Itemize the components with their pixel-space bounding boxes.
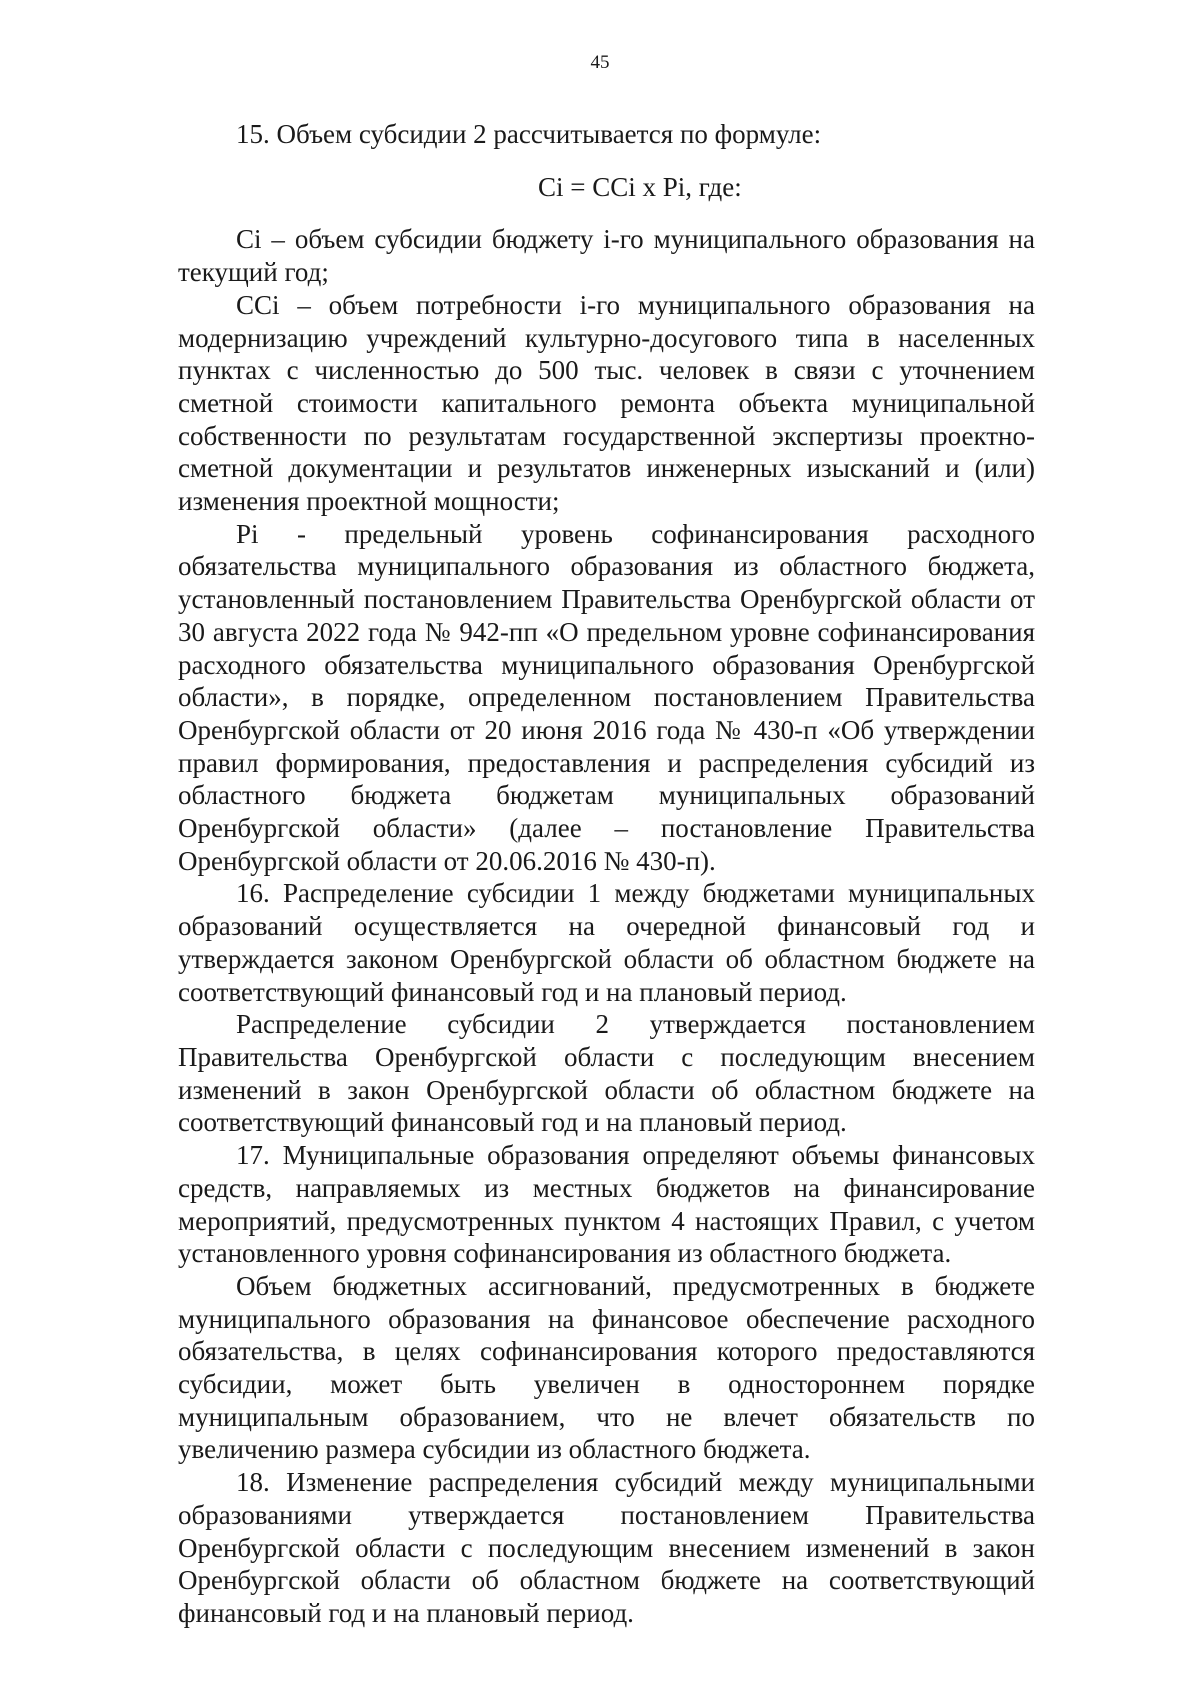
paragraph-16: 16. Распределение субсидии 1 между бюджетами муниципальных образований осуществляется на очередной финансовый год и утверждается законом Оренбургской области об областном бюджете на соответствующий финансовый год и на плановый период. (178, 878, 1035, 1007)
paragraph-pi-definition: Pi - предельный уровень софинансирования расходного обязательства муниципального образования из областного бюджета, установленный постановлением Правительства Оренбургской области от 30 августа 2022 года № 942-пп «О предельном уровне софинансирования расходного обязательства муниципального образования Оренбургской области», в порядке, определенном постановлением Правительства Оренбургской области от 20 июня 2016 года № 430-п «Об утверждении правил формирования, предоставления и распределения субсидий из областного бюджета бюджетам муниципальных образований Оренбургской области» (далее – постановление Правительства Оренбургской области от 20.06.2016 № 430-п). (178, 518, 1035, 876)
paragraph-15-heading: 15. Объем субсидии 2 рассчитывается по формуле: (236, 119, 822, 149)
page-number: 45 (590, 52, 610, 73)
paragraph-17-budget-allocations: Объем бюджетных ассигнований, предусмотренных в бюджете муниципального образования на финансовое обеспечение расходного обязательства, в целях софинансирования которого предоставляются субсидии, может быть увеличен в одностороннем порядке муниципальным образованием, что не влечет обязательств по увеличению размера субсидии из областного бюджета. (178, 1270, 1035, 1465)
document-body (178, 118, 1035, 1630)
paragraph-cci-definition: CCi – объем потребности i-го муниципального образования на модернизацию учреждений культурно-досугового типа в населенных пунктах с численностью до 500 тыс. человек в связи с уточнением сметной стоимости капитального ремонта объекта муниципальной собственности по результатам государственной экспертизы проектно-сметной документации и результатов инженерных изысканий и (или) изменения проектной мощности; (178, 289, 1035, 517)
paragraph-18: 18. Изменение распределения субсидий между муниципальными образованиями утверждается постановлением Правительства Оренбургской области с последующим внесением изменений в закон Оренбургской области об областном бюджете на соответствующий финансовый год и на плановый период. (178, 1467, 1035, 1628)
paragraph-16-distribution-2: Распределение субсидии 2 утверждается постановлением Правительства Оренбургской области с последующим внесением изменений в закон Оренбургской области об областном бюджете на соответствующий финансовый год и на плановый период. (178, 1009, 1035, 1138)
paragraph-17: 17. Муниципальные образования определяют объемы финансовых средств, направляемых из местных бюджетов на финансирование мероприятий, предусмотренных пунктом 4 настоящих Правил, с учетом установленного уровня софинансирования из областного бюджета. (178, 1140, 1035, 1269)
paragraph-ci-definition: Ci – объем субсидии бюджету i-го муниципального образования на текущий год; (178, 224, 1035, 288)
formula: Ci = CCi x Pi, где: (538, 171, 742, 202)
